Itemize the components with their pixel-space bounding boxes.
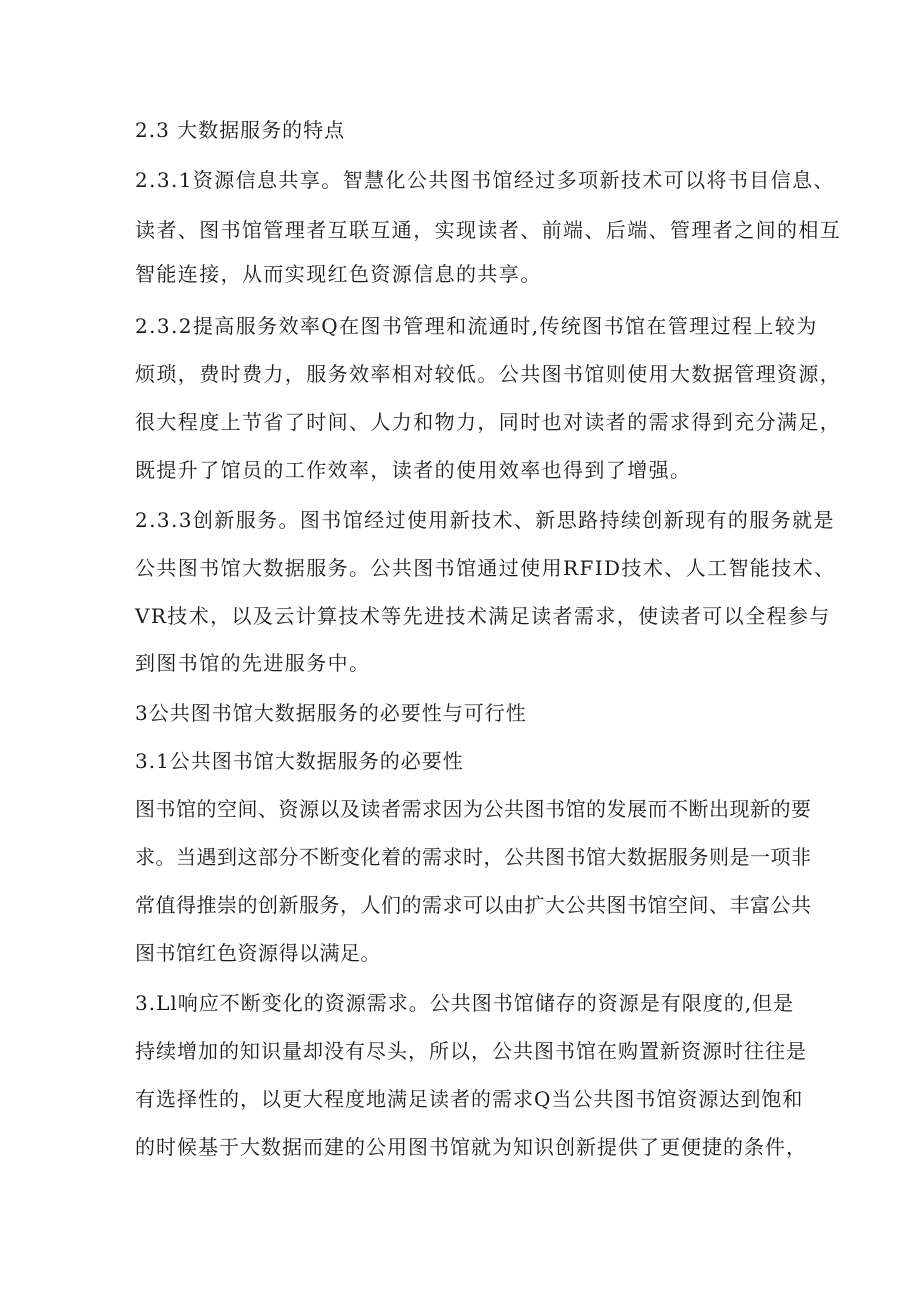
para-3-1-1-line: 有选择性的，以更大程度地满足读者的需求Q当公共图书馆资源达到饱和 [135, 1087, 804, 1111]
section-heading-3: 3公共图书馆大数据服务的必要性与可行性 [135, 701, 527, 725]
para-2-3-1-line: 智能连接，从而实现红色资源信息的共享。 [135, 262, 542, 286]
para-2-3-2-line: 既提升了馆员的工作效率，读者的使用效率也得到了增强。 [135, 458, 692, 482]
para-3-1-1-line: 的时候基于大数据而建的公用图书馆就为知识创新提供了更便捷的条件， [135, 1135, 807, 1159]
para-3-1-1-line: 3.Ll响应不断变化的资源需求。公共图书馆储存的资源是有限度的,但是 [135, 991, 795, 1015]
para-2-3-3-line: 公共图书馆大数据服务。公共图书馆通过使用RFID技术、人工智能技术、 [135, 556, 836, 580]
para-2-3-1-line: 2.3.1资源信息共享。智慧化公共图书馆经过多项新技术可以将书目信息、 [135, 168, 835, 192]
para-2-3-2-line: 烦琐，费时费力，服务效率相对较低。公共图书馆则使用大数据管理资源， [135, 362, 842, 386]
para-3-1-line: 常值得推崇的创新服务，人们的需求可以由扩大公共图书馆空间、丰富公共 [135, 893, 812, 917]
para-2-3-3-line: 到图书馆的先进服务中。 [135, 651, 371, 675]
para-2-3-3-line: 2.3.3创新服务。图书馆经过使用新技术、新思路持续创新现有的服务就是 [135, 508, 835, 532]
para-3-1-line: 图书馆的空间、资源以及读者需求因为公共图书馆的发展而不断出现新的要 [135, 797, 812, 821]
para-3-1-1-line: 持续增加的知识量却没有尽头，所以，公共图书馆在购置新资源时往往是 [135, 1039, 807, 1063]
para-2-3-3-line: VR技术，以及云计算技术等先进技术满足读者需求，使读者可以全程参与 [135, 604, 831, 628]
section-heading-3-1: 3.1公共图书馆大数据服务的必要性 [135, 749, 464, 773]
para-3-1-line: 图书馆红色资源得以满足。 [135, 941, 381, 965]
para-2-3-2-line: 很大程度上节省了时间、人力和物力，同时也对读者的需求得到充分满足， [135, 410, 842, 434]
para-2-3-1-line: 读者、图书馆管理者互联互通，实现读者、前端、后端、管理者之间的相互 [135, 218, 842, 242]
para-3-1-line: 求。当遇到这部分不断变化着的需求时，公共图书馆大数据服务则是一项非 [135, 845, 812, 869]
para-2-3-2-line: 2.3.2提高服务效率Q在图书管理和流通时,传统图书馆在管理过程上较为 [135, 314, 818, 338]
section-heading-2-3: 2.3 大数据服务的特点 [135, 118, 346, 142]
